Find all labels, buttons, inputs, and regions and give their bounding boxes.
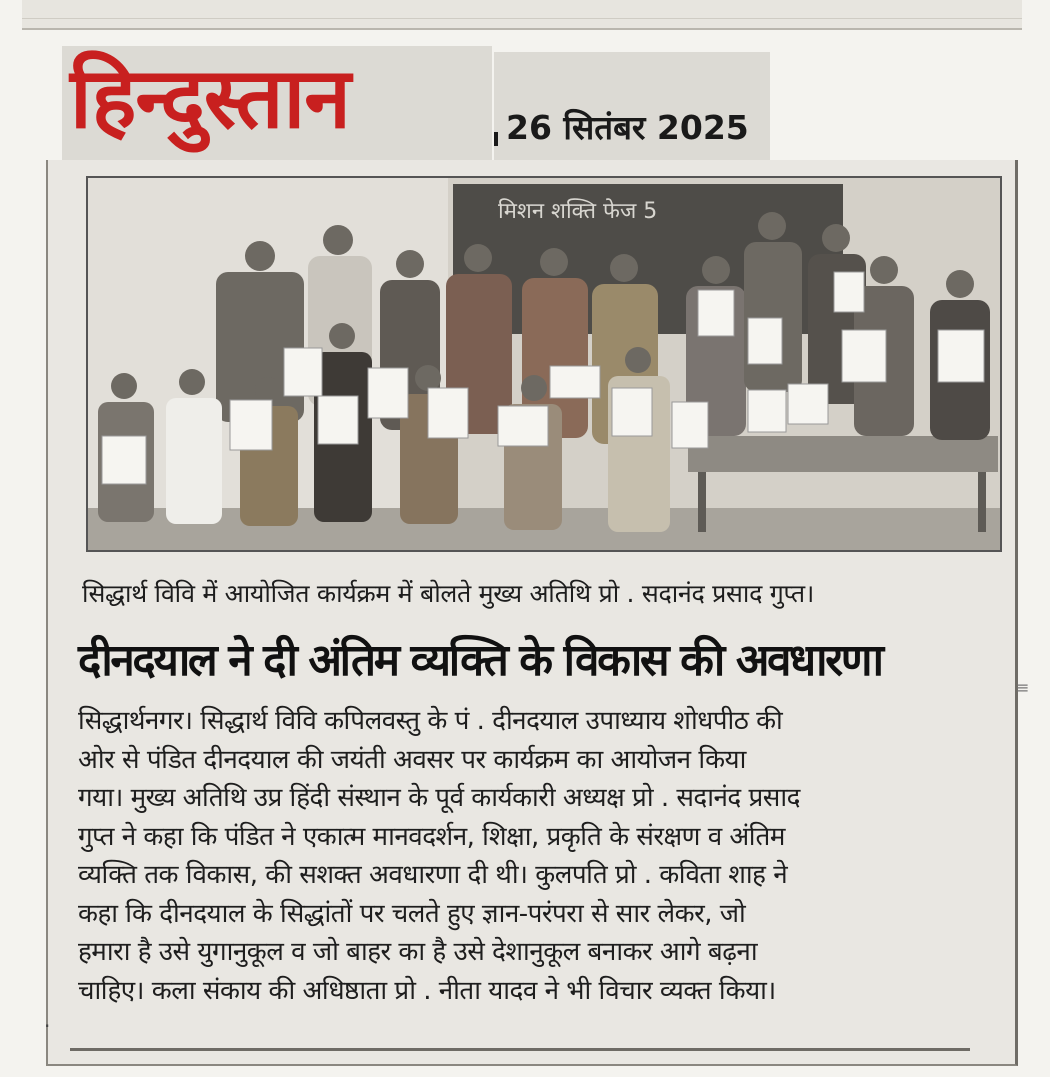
body-line: हमारा है उसे युगानुकूल व जो बाहर का है उसे देशानुकूल बनाकर आगे बढ़ना [78,937,758,967]
body-line: गुप्त ने कहा कि पंडित ने एकात्म मानवदर्शन, शिक्षा, प्रकृति के संरक्षण व अंतिम [78,821,785,852]
margin-dot: · [44,1014,51,1038]
date-tick-mark [494,132,498,146]
newspaper-masthead [62,46,492,168]
body-line: व्यक्ति तक विकास, की सशक्त अवधारणा दी थी। कुलपति प्रो . कविता शाह ने [78,860,788,890]
blackboard-text: मिशन शक्ति फेज 5 [498,199,658,224]
article-body [78,702,1008,1010]
body-line: चाहिए। कला संकाय की अधिष्ठाता प्रो . नीता यादव ने भी विचार व्यक्त किया। [78,975,776,1006]
article-headline: दीनदयाल ने दी अंतिम व्यक्ति के विकास की अवधारणा [78,635,882,686]
date-box [494,52,770,166]
publication-date: 26 सितंबर 2025 [506,108,749,147]
strip-divider [22,18,1022,19]
body-line: कहा कि दीनदयाल के सिद्धांतों पर चलते हुए ज्ञान-परंपरा से सार लेकर, जो [78,898,746,929]
photo-caption: सिद्धार्थ विवि में आयोजित कार्यक्रम में बोलते मुख्य अतिथि प्रो . सदानंद प्रसाद गुप्त। [82,579,815,608]
group-photo [86,176,1002,552]
newspaper-title: हिन्दुस्तान [70,49,350,147]
body-line: सिद्धार्थनगर। सिद्धार्थ विवि कपिलवस्तु के पं . दीनदयाल उपाध्याय शोधपीठ की [78,706,783,736]
previous-clipping-edge [22,0,1022,30]
group-photo-illustration [88,178,1000,550]
body-line: गया। मुख्य अतिथि उप्र हिंदी संस्थान के पूर्व कार्यकारी अध्यक्ष प्रो . सदानंद प्रसाद [78,783,800,813]
bottom-rule [70,1048,970,1051]
margin-mark: ≡ [1016,678,1030,697]
body-line: ओर से पंडित दीनदयाल की जयंती अवसर पर कार्यक्रम का आयोजन किया [78,744,746,775]
